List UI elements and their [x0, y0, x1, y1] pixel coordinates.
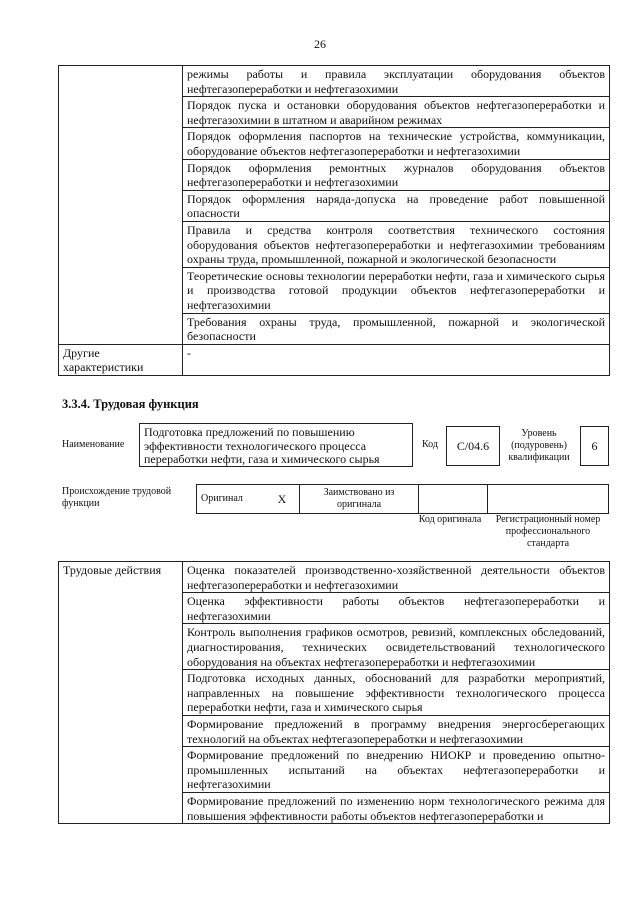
table-cell: Правила и средства контроля соответствия технического состояния оборудования объектов нефтегазопереработки и нефтегазохимии требованиям охраны труда, промышленной, пожарной и экологической безопасности — [183, 221, 610, 267]
table-cell: Порядок оформления наряда-допуска на проведение работ повышенной опасности — [183, 190, 610, 221]
function-name-box — [139, 423, 413, 467]
table-cell: Порядок пуска и остановки оборудования объектов нефтегазопереработки и нефтегазохимии в штатном и аварийном режимах — [183, 97, 610, 128]
reg-number-cell — [488, 485, 609, 514]
table-cell: Подготовка исходных данных, обоснований для разработки мероприятий, направленных на повышение эффективности технологического процесса переработки нефти, газа и химического сырья — [183, 670, 610, 716]
table-cell: Теоретические основы технологии переработки нефти, газа и химического сырья и производства готовой продукции объектов нефтегазопереработки и нефтегазохимии — [183, 267, 610, 313]
qualification-level-box: 6 — [580, 426, 609, 466]
table-cell: Формирование предложений в программу внедрения энергосберегающих технологий на объектах нефтегазопереработки и нефтегазохимии — [183, 715, 610, 746]
labor-actions-table — [58, 561, 610, 824]
labor-actions-label: Трудовые действия — [59, 562, 183, 824]
level-label-line: квалификации — [508, 452, 570, 463]
function-name-line: переработки нефти, газа и химического сырья — [144, 452, 380, 466]
table-cell: Оценка эффективности работы объектов нефтегазопереработки и нефтегазохимии — [183, 593, 610, 624]
table-cell: Оценка показателей производственно-хозяйственной деятельности объектов нефтегазопереработки и нефтегазохимии — [183, 562, 610, 593]
borrowed-cell: Заимствовано из оригинала — [300, 485, 419, 514]
table-cell: Контроль выполнения графиков осмотров, ревизий, комплексных обследований, диагностирования, технических освидетельствований технологического оборудования на объектах нефтегазопереработки и нефтегазохимии — [183, 624, 610, 670]
original-code-label: Код оригинала — [418, 514, 482, 525]
other-characteristics-label: Другие характеристики — [59, 344, 183, 375]
level-label-line: Уровень — [521, 428, 557, 439]
knowledge-continuation-table — [58, 65, 610, 376]
qualification-level-label — [506, 428, 572, 464]
empty-label-cell — [59, 66, 183, 345]
table-row-other — [59, 344, 610, 375]
table-cell: Порядок оформления ремонтных журналов оборудования объектов нефтегазопереработки и нефтегазохимии — [183, 159, 610, 190]
table-row — [197, 485, 609, 514]
function-code-box: C/04.6 — [446, 426, 500, 466]
table-cell: Формирование предложений по изменению норм технологического режима для повышения эффективности работы объектов нефтегазопереработки и — [183, 792, 610, 823]
code-label: Код — [422, 439, 438, 450]
table-cell: режимы работы и правила эксплуатации оборудования объектов нефтегазопереработки и нефтегазохимии — [183, 66, 610, 97]
table-cell: Порядок оформления паспортов на технические устройства, коммуникации, оборудование объектов нефтегазопереработки и нефтегазохимии — [183, 128, 610, 159]
page-number: 26 — [314, 37, 326, 51]
original-mark: X — [265, 485, 300, 514]
origin-table — [196, 484, 609, 514]
function-name-line: Подготовка предложений по повышению — [144, 425, 355, 439]
original-code-cell — [419, 485, 488, 514]
table-row — [59, 562, 610, 593]
name-label: Наименование — [62, 439, 125, 450]
origin-label: Происхождение трудовой функции — [62, 486, 172, 509]
original-cell: Оригинал — [197, 485, 266, 514]
section-title: 3.3.4. Трудовая функция — [62, 397, 199, 411]
level-label-line: (подуровень) — [511, 440, 567, 451]
table-cell: Формирование предложений по внедрению НИОКР и проведению опытно-промышленных испытаний на объектах нефтегазопереработки и нефтегазохимии — [183, 747, 610, 793]
table-cell: Требования охраны труда, промышленной, пожарной и экологической безопасности — [183, 313, 610, 344]
function-name-line: эффективности технологического процесса — [144, 438, 367, 453]
table-row — [59, 66, 610, 97]
other-characteristics-value: - — [183, 344, 610, 375]
reg-number-label: Регистрационный номер профессионального стандарта — [495, 514, 601, 549]
